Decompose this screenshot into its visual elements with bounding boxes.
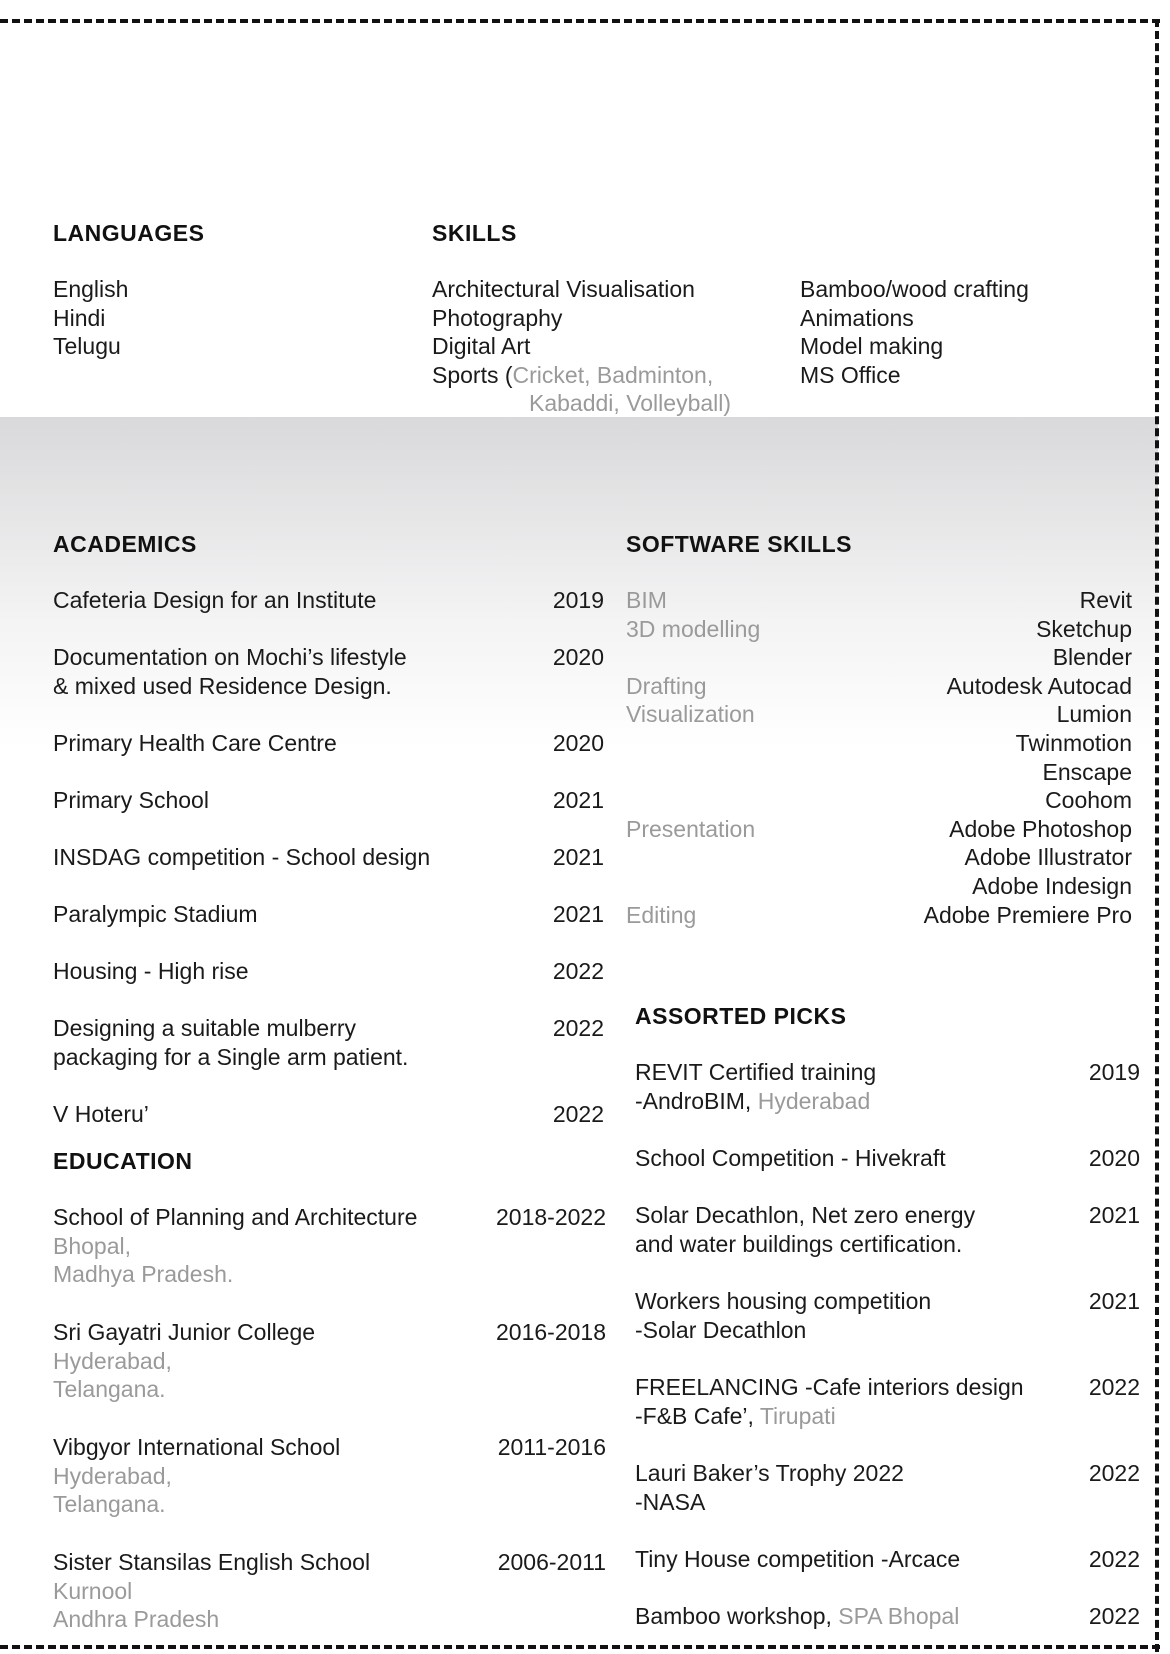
assorted-year: 2022	[1088, 1374, 1140, 1400]
academic-row: Primary Health Care Centre 2020	[53, 730, 604, 756]
skills-heading: SKILLS	[432, 220, 517, 246]
software-category: Editing	[626, 901, 697, 928]
skill-item-sports-detail: Kabaddi, Volleyball)	[529, 390, 732, 417]
software-tools	[826, 586, 1132, 929]
academic-row: Housing - High rise 2022	[53, 958, 604, 984]
academic-year: 2019	[552, 587, 604, 613]
software-category	[626, 643, 760, 672]
skill-item: Model making	[800, 333, 944, 360]
language-item: Hindi	[53, 304, 106, 331]
software-category: Visualization	[626, 701, 755, 728]
software-tool: Twinmotion	[1015, 729, 1132, 756]
academic-row: Cafeteria Design for an Institute 2019	[53, 587, 604, 613]
software-tool: Lumion	[1056, 701, 1132, 728]
dashed-border-top	[0, 19, 1160, 23]
software-category: Drafting	[626, 672, 707, 699]
software-tool: Adobe Photoshop	[949, 815, 1132, 842]
skill-item: Digital Art	[432, 333, 531, 360]
language-item: Telugu	[53, 333, 121, 360]
assorted-row: Bamboo workshop, SPA Bhopal 2022	[635, 1603, 1140, 1629]
education-years: 2016-2018	[496, 1319, 606, 1345]
education-heading: EDUCATION	[53, 1148, 193, 1174]
assorted-row: Solar Decathlon, Net zero energy and water buildings certification. 2021	[635, 1202, 1140, 1257]
education-row: Sister Stansilas English School Kurnool Andhra Pradesh 2006-2011	[53, 1549, 606, 1633]
assorted-year: 2022	[1088, 1460, 1140, 1486]
assorted-row: FREELANCING -Cafe interiors design -F&B Cafe’, Tirupati 2022	[635, 1374, 1140, 1429]
software-tool: Coohom	[1045, 787, 1132, 814]
education-row: School of Planning and Architecture Bhopal, Madhya Pradesh. 2018-2022	[53, 1204, 606, 1288]
software-tool: Sketchup	[1036, 615, 1132, 642]
assorted-year: 2019	[1088, 1059, 1140, 1085]
education-years: 2011-2016	[497, 1434, 606, 1460]
assorted-row: REVIT Certified training -AndroBIM, Hyderabad 2019	[635, 1059, 1140, 1114]
assorted-row: Tiny House competition -Arcace 2022	[635, 1546, 1140, 1572]
academic-year: 2022	[552, 958, 604, 984]
assorted-year: 2022	[1088, 1603, 1140, 1629]
skill-item: Photography	[432, 304, 563, 331]
dashed-border-right	[1155, 19, 1159, 1652]
academic-row: Designing a suitable mulberry packaging for a Single arm patient. 2022	[53, 1015, 604, 1070]
academic-year: 2020	[552, 644, 604, 670]
skill-item: Architectural Visualisation	[432, 276, 695, 302]
assorted-row: Lauri Baker’s Trophy 2022 -NASA 2022	[635, 1460, 1140, 1515]
academic-year: 2021	[552, 787, 604, 813]
languages-heading: LANGUAGES	[53, 220, 205, 246]
academic-year: 2021	[552, 844, 604, 870]
software-category: Presentation	[626, 815, 756, 842]
skill-item: Bamboo/wood crafting	[800, 276, 1029, 302]
skills-column-1	[432, 275, 731, 418]
software-tool: Adobe Indesign	[972, 872, 1132, 899]
software-tool: Adobe Illustrator	[964, 844, 1132, 871]
academic-row: V Hoteru’ 2022	[53, 1101, 604, 1127]
education-row: Vibgyor International School Hyderabad, Telangana. 2011-2016	[53, 1434, 606, 1518]
academic-year: 2022	[552, 1101, 604, 1127]
dashed-border-bottom	[0, 1645, 1160, 1649]
languages-list	[53, 275, 128, 361]
skill-item-sports: Sports (Cricket, Badminton,	[432, 361, 714, 388]
software-category: 3D modelling	[626, 615, 761, 642]
academic-row: INSDAG competition - School design 2021	[53, 844, 604, 870]
education-years: 2018-2022	[496, 1204, 606, 1230]
software-tool: Autodesk Autocad	[946, 672, 1132, 699]
academic-year: 2022	[552, 1015, 604, 1041]
assorted-year: 2020	[1088, 1145, 1140, 1171]
software-tool: Adobe Premiere Pro	[923, 901, 1132, 928]
software-tool: Enscape	[1042, 758, 1132, 785]
software-category: BIM	[626, 587, 667, 613]
software-tool: Revit	[1079, 587, 1132, 613]
software-skills-heading: SOFTWARE SKILLS	[626, 531, 852, 557]
skill-item: MS Office	[800, 361, 901, 388]
software-categories	[626, 586, 760, 929]
academic-row: Paralympic Stadium 2021	[53, 901, 604, 927]
language-item: English	[53, 276, 129, 302]
assorted-year: 2021	[1088, 1202, 1140, 1228]
assorted-year: 2022	[1088, 1546, 1140, 1572]
assorted-row: Workers housing competition -Solar Decathlon 2021	[635, 1288, 1140, 1343]
assorted-year: 2021	[1088, 1288, 1140, 1314]
academics-heading: ACADEMICS	[53, 531, 197, 557]
academic-row: Primary School 2021	[53, 787, 604, 813]
skills-column-2	[800, 275, 1029, 389]
academic-row: Documentation on Mochi’s lifestyle & mixed used Residence Design. 2020	[53, 644, 604, 699]
skill-item: Animations	[800, 304, 914, 331]
software-tool: Blender	[1052, 644, 1132, 671]
education-years: 2006-2011	[497, 1549, 606, 1575]
academic-year: 2021	[552, 901, 604, 927]
academic-year: 2020	[552, 730, 604, 756]
assorted-picks-heading: ASSORTED PICKS	[635, 1003, 847, 1029]
education-row: Sri Gayatri Junior College Hyderabad, Telangana. 2016-2018	[53, 1319, 606, 1403]
assorted-row: School Competition - Hivekraft 2020	[635, 1145, 1140, 1171]
